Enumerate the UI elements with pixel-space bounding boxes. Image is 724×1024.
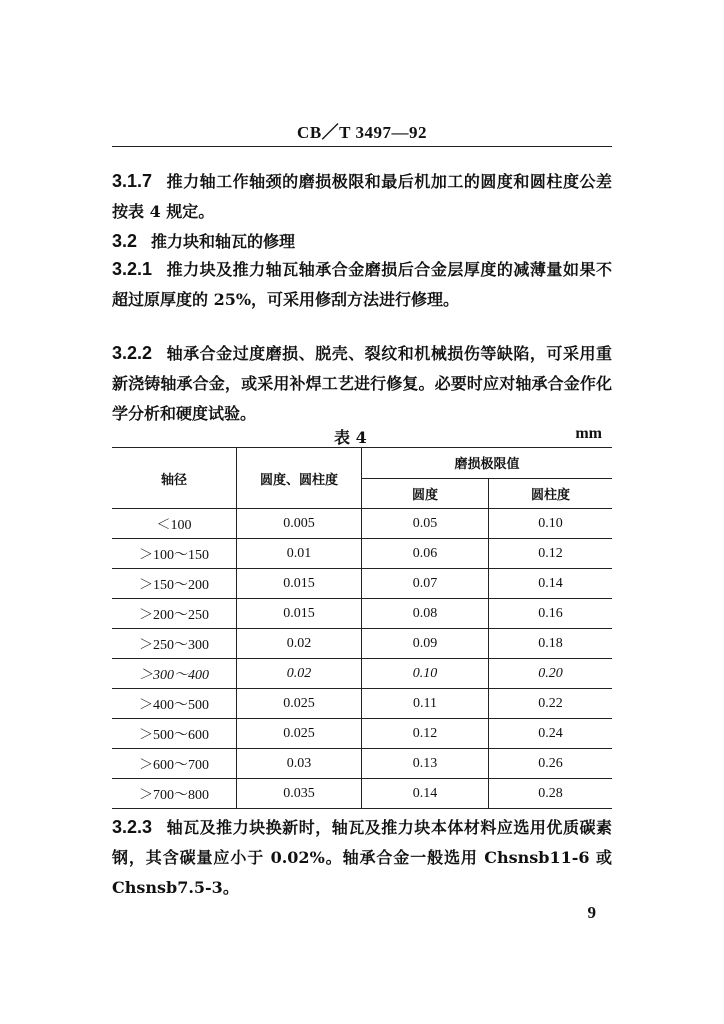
section-heading: 推力块和轴瓦的修理 [151,232,296,251]
cell-diameter: ＜100 [112,509,237,539]
header-cylindricity: 圆柱度 [489,478,613,509]
table-row [112,539,612,569]
table-row [112,749,612,779]
cell-roundness-limit: 0.11 [362,689,489,719]
table-4 [112,447,612,809]
cell-diameter: ＞200～250 [112,599,237,629]
cell-tolerance: 0.02 [237,659,362,689]
section-number: 3.2.1 [112,259,153,279]
header-wear-limit: 磨损极限值 [362,448,613,479]
table-row [112,719,612,749]
cell-tolerance: 0.02 [237,629,362,659]
cell-tolerance: 0.005 [237,509,362,539]
paragraph-3-2-2 [112,338,612,429]
cell-cylindricity-limit: 0.18 [489,629,613,659]
cell-diameter: ＞150～200 [112,569,237,599]
section-number: 3.2 [112,231,138,251]
paragraph-text: 轴承合金过度磨损、脱壳、裂纹和机械损伤等缺陷，可采用重新浇铸轴承合金，或采用补焊工艺进行修复。必要时应对轴承合金作化学分析和硬度试验。 [112,344,612,423]
cell-tolerance: 0.035 [237,779,362,809]
cell-cylindricity-limit: 0.14 [489,569,613,599]
table-row [112,659,612,689]
cell-tolerance: 0.025 [237,719,362,749]
paragraph-3-1-7 [112,166,612,227]
page-number: 9 [587,903,596,922]
cell-roundness-limit: 0.05 [362,509,489,539]
cell-roundness-limit: 0.10 [362,659,489,689]
header-shaft-diameter: 轴径 [112,448,237,509]
cell-diameter: ＞400～500 [112,689,237,719]
cell-tolerance: 0.015 [237,599,362,629]
table-row [112,599,612,629]
paragraph-3-2-1 [112,254,612,315]
cell-diameter: ＞500～600 [112,719,237,749]
table-title: 表 4 [334,428,367,447]
cell-diameter: ＞100～150 [112,539,237,569]
header-rule [112,146,612,147]
cell-diameter: ＞600～700 [112,749,237,779]
cell-cylindricity-limit: 0.16 [489,599,613,629]
cell-roundness-limit: 0.06 [362,539,489,569]
cell-tolerance: 0.03 [237,749,362,779]
cell-roundness-limit: 0.07 [362,569,489,599]
section-number: 3.2.3 [112,817,153,837]
cell-cylindricity-limit: 0.26 [489,749,613,779]
header-roundness: 圆度 [362,478,489,509]
document-header: CB／T 3497—92 [297,123,427,142]
cell-roundness-limit: 0.08 [362,599,489,629]
table-caption [112,425,612,447]
cell-diameter: ＞700～800 [112,779,237,809]
table-row [112,629,612,659]
table-row [112,779,612,809]
paragraph-text: 推力块及推力轴瓦轴承合金磨损后合金层厚度的减薄量如果不超过原厚度的 25%，可采用修刮方法进行修理。 [112,260,612,309]
cell-tolerance: 0.025 [237,689,362,719]
section-number: 3.2.2 [112,343,153,363]
cell-cylindricity-limit: 0.28 [489,779,613,809]
table-row [112,509,612,539]
table-row [112,689,612,719]
cell-tolerance: 0.015 [237,569,362,599]
cell-cylindricity-limit: 0.12 [489,539,613,569]
cell-roundness-limit: 0.13 [362,749,489,779]
cell-roundness-limit: 0.14 [362,779,489,809]
section-number: 3.1.7 [112,171,153,191]
table-row [112,569,612,599]
cell-cylindricity-limit: 0.10 [489,509,613,539]
cell-diameter: ＞300～400 [112,659,237,689]
cell-roundness-limit: 0.12 [362,719,489,749]
cell-cylindricity-limit: 0.24 [489,719,613,749]
cell-cylindricity-limit: 0.20 [489,659,613,689]
cell-roundness-limit: 0.09 [362,629,489,659]
paragraph-3-2-3 [112,812,612,903]
paragraph-text: 轴瓦及推力块换新时，轴瓦及推力块本体材料应选用优质碳素钢，其含碳量应小于 0.02%。轴承合金一般选用 Chsnsb11-6 或 Chsnsb7.5-3。 [112,818,612,897]
header-roundness-cylindricity: 圆度、圆柱度 [237,448,362,509]
heading-3-2 [112,226,612,257]
cell-tolerance: 0.01 [237,539,362,569]
cell-cylindricity-limit: 0.22 [489,689,613,719]
table-unit: mm [575,425,602,442]
paragraph-text: 推力轴工作轴颈的磨损极限和最后机加工的圆度和圆柱度公差按表 4 规定。 [112,172,612,221]
cell-diameter: ＞250～300 [112,629,237,659]
